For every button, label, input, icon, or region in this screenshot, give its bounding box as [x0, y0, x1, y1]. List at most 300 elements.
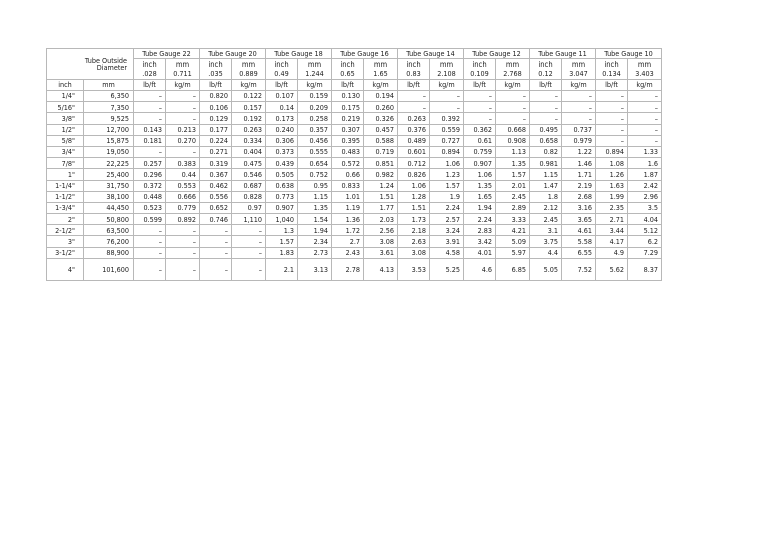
cell-kgm: 3.16 [562, 202, 596, 213]
cell-lbft: 1.01 [332, 191, 364, 202]
cell-kgm: 2.42 [628, 180, 662, 191]
cell-lbft: 0.773 [266, 191, 298, 202]
cell-lbft: – [134, 113, 166, 124]
cell-lbft: 4.17 [596, 236, 628, 247]
table-row [47, 124, 662, 135]
cell-lbft: 2.24 [464, 214, 496, 225]
cell-kgm: 0.752 [298, 169, 332, 180]
gauge-inch-cell [332, 59, 364, 80]
cell-lbft: 1.08 [596, 158, 628, 169]
cell-kgm: 0.209 [298, 102, 332, 113]
cell-lbft: 0.143 [134, 124, 166, 135]
gauge-mm-cell [430, 59, 464, 80]
lbft-unit: lb/ft [530, 80, 562, 91]
unit-row [47, 80, 662, 91]
kgm-unit: kg/m [562, 80, 596, 91]
cell-kgm: 0.892 [166, 214, 200, 225]
cell-kgm: – [628, 113, 662, 124]
row-od-inch: 1-1/2" [47, 191, 84, 202]
cell-lbft: 0.129 [200, 113, 232, 124]
row-od-inch: 3" [47, 236, 84, 247]
cell-lbft: 0.130 [332, 91, 364, 102]
cell-kgm: 2.89 [496, 202, 530, 213]
gauge-mm-cell [628, 59, 662, 80]
cell-lbft: 2.12 [530, 202, 562, 213]
cell-kgm: 0.260 [364, 102, 398, 113]
cell-lbft: 1.06 [464, 169, 496, 180]
cell-lbft: 0.746 [200, 214, 232, 225]
cell-kgm: 0.457 [364, 124, 398, 135]
cell-lbft: 0.66 [332, 169, 364, 180]
cell-lbft: 3.44 [596, 225, 628, 236]
cell-kgm: 7.29 [628, 247, 662, 258]
cell-kgm: 0.727 [430, 135, 464, 146]
cell-lbft: 0.271 [200, 146, 232, 157]
cell-lbft: 0.601 [398, 146, 430, 157]
cell-kgm: 1.35 [496, 158, 530, 169]
cell-lbft: – [134, 91, 166, 102]
cell-kgm: 0.95 [298, 180, 332, 191]
cell-lbft: – [530, 102, 562, 113]
cell-lbft: 1.63 [596, 180, 628, 191]
cell-kgm: 2.45 [496, 191, 530, 202]
cell-kgm: 2.68 [562, 191, 596, 202]
cell-lbft: – [134, 247, 166, 258]
gauge-mm-cell [364, 59, 398, 80]
cell-lbft: 0.367 [200, 169, 232, 180]
gauge-inch-unit: inch [538, 59, 553, 69]
row-od-inch: 3-1/2" [47, 247, 84, 258]
cell-kgm: – [430, 102, 464, 113]
cell-kgm: 2.24 [430, 202, 464, 213]
cell-kgm: 0.894 [430, 146, 464, 157]
cell-lbft: – [464, 91, 496, 102]
gauge-inch-cell [134, 59, 166, 80]
gauge-inch-unit: inch [472, 59, 487, 69]
gauge-inch-cell [596, 59, 628, 80]
cell-lbft: 0.523 [134, 202, 166, 213]
row-od-mm: 6,350 [84, 91, 134, 102]
cell-kgm: 3.33 [496, 214, 530, 225]
cell-kgm: – [562, 91, 596, 102]
cell-kgm: 5.97 [496, 247, 530, 258]
gauge-mm-unit: mm [571, 59, 586, 69]
cell-kgm: 3.91 [430, 236, 464, 247]
cell-kgm: – [166, 258, 200, 280]
cell-lbft: 2.83 [464, 225, 496, 236]
cell-kgm: 0.270 [166, 135, 200, 146]
row-od-inch: 7/8" [47, 158, 84, 169]
cell-lbft: 0.894 [596, 146, 628, 157]
row-od-mm: 25,400 [84, 169, 134, 180]
gauge-inch-value: .028 [142, 69, 157, 79]
cell-lbft: 1.26 [596, 169, 628, 180]
cell-lbft: 0.448 [134, 191, 166, 202]
cell-lbft: 1.36 [332, 214, 364, 225]
cell-lbft: – [134, 146, 166, 157]
cell-kgm: 0.719 [364, 146, 398, 157]
gauge-name: Tube Gauge 20 [200, 49, 266, 59]
cell-kgm: 4.58 [430, 247, 464, 258]
od-unit: inch [47, 80, 84, 91]
cell-kgm: – [562, 102, 596, 113]
cell-lbft: 2.1 [266, 258, 298, 280]
cell-kgm: 0.157 [232, 102, 266, 113]
cell-lbft: 0.14 [266, 102, 298, 113]
cell-kgm: 3.13 [298, 258, 332, 280]
gauge-mm-cell [562, 59, 596, 80]
table-row [47, 214, 662, 225]
cell-kgm: 0.97 [232, 202, 266, 213]
cell-lbft: – [464, 113, 496, 124]
row-od-mm: 22,225 [84, 158, 134, 169]
cell-lbft: 0.439 [266, 158, 298, 169]
cell-kgm: 5.12 [628, 225, 662, 236]
cell-lbft: 0.224 [200, 135, 232, 146]
cell-kgm: 4.21 [496, 225, 530, 236]
cell-kgm: 2.03 [364, 214, 398, 225]
gauge-name: Tube Gauge 18 [266, 49, 332, 59]
cell-lbft: – [200, 236, 232, 247]
row-od-mm: 9,525 [84, 113, 134, 124]
cell-kgm: 0.828 [232, 191, 266, 202]
cell-kgm: 0.654 [298, 158, 332, 169]
cell-lbft: 0.907 [266, 202, 298, 213]
gauge-name: Tube Gauge 12 [464, 49, 530, 59]
cell-kgm: – [496, 113, 530, 124]
row-od-mm: 101,600 [84, 258, 134, 280]
table-row [47, 180, 662, 191]
kgm-unit: kg/m [430, 80, 464, 91]
cell-lbft: 1,040 [266, 214, 298, 225]
gauge-thickness-row [47, 59, 662, 80]
cell-lbft: 1.8 [530, 191, 562, 202]
cell-kgm: – [232, 225, 266, 236]
table-row [47, 191, 662, 202]
cell-kgm: – [166, 91, 200, 102]
cell-kgm: – [496, 91, 530, 102]
kgm-unit: kg/m [628, 80, 662, 91]
gauge-mm-value: 0.711 [173, 69, 192, 79]
cell-lbft: 5.05 [530, 258, 562, 280]
cell-kgm: 0.192 [232, 113, 266, 124]
cell-lbft: 0.257 [134, 158, 166, 169]
cell-lbft: 0.376 [398, 124, 430, 135]
cell-kgm: 3.5 [628, 202, 662, 213]
cell-lbft: 0.981 [530, 158, 562, 169]
cell-lbft: 0.462 [200, 180, 232, 191]
cell-lbft: 3.75 [530, 236, 562, 247]
row-od-mm: 7,350 [84, 102, 134, 113]
cell-kgm: 0.357 [298, 124, 332, 135]
gauge-mm-value: 2.108 [437, 69, 456, 79]
cell-kgm: 5.25 [430, 258, 464, 280]
tube-weight-table [46, 48, 662, 281]
cell-kgm: 2.57 [430, 214, 464, 225]
cell-lbft: 2.63 [398, 236, 430, 247]
cell-kgm: 0.555 [298, 146, 332, 157]
cell-lbft: 1.15 [530, 169, 562, 180]
cell-lbft: 4.6 [464, 258, 496, 280]
cell-kgm: – [166, 146, 200, 157]
cell-kgm: – [232, 236, 266, 247]
cell-kgm: 1.54 [298, 214, 332, 225]
cell-lbft: 1.94 [464, 202, 496, 213]
row-od-mm: 50,800 [84, 214, 134, 225]
cell-kgm: 5.09 [496, 236, 530, 247]
gauge-mm-cell [496, 59, 530, 80]
cell-kgm: 1.87 [628, 169, 662, 180]
cell-kgm: 2.73 [298, 247, 332, 258]
lbft-unit: lb/ft [398, 80, 430, 91]
gauge-inch-cell [530, 59, 562, 80]
cell-kgm: 0.213 [166, 124, 200, 135]
row-od-inch: 4" [47, 258, 84, 280]
table-row [47, 258, 662, 280]
cell-kgm: – [496, 102, 530, 113]
cell-lbft: 1.73 [398, 214, 430, 225]
gauge-mm-cell [166, 59, 200, 80]
cell-kgm: 0.383 [166, 158, 200, 169]
cell-kgm: 1.57 [496, 169, 530, 180]
cell-kgm: 1.57 [430, 180, 464, 191]
row-od-mm: 88,900 [84, 247, 134, 258]
cell-kgm: 0.456 [298, 135, 332, 146]
gauge-mm-unit: mm [637, 59, 652, 69]
cell-lbft: 0.907 [464, 158, 496, 169]
cell-kgm: 0.334 [232, 135, 266, 146]
cell-lbft: – [596, 113, 628, 124]
cell-lbft: 0.489 [398, 135, 430, 146]
cell-lbft: 2.35 [596, 202, 628, 213]
cell-kgm: – [232, 258, 266, 280]
gauge-mm-unit: mm [307, 59, 322, 69]
gauge-mm-unit: mm [373, 59, 388, 69]
cell-kgm: 0.908 [496, 135, 530, 146]
cell-kgm: 0.122 [232, 91, 266, 102]
gauge-inch-value: .035 [208, 69, 223, 79]
cell-lbft: 0.658 [530, 135, 562, 146]
cell-kgm: – [628, 102, 662, 113]
cell-kgm: 1.46 [562, 158, 596, 169]
cell-lbft: 0.373 [266, 146, 298, 157]
gauge-mm-value: 1.65 [373, 69, 388, 79]
cell-lbft: 0.395 [332, 135, 364, 146]
cell-kgm: 1.15 [298, 191, 332, 202]
cell-kgm: – [628, 124, 662, 135]
cell-lbft: 1.35 [464, 180, 496, 191]
cell-lbft: 1.19 [332, 202, 364, 213]
cell-lbft: 4.4 [530, 247, 562, 258]
gauge-inch-unit: inch [208, 59, 223, 69]
cell-kgm: 1.71 [562, 169, 596, 180]
row-od-inch: 2-1/2" [47, 225, 84, 236]
cell-lbft: 4.01 [464, 247, 496, 258]
cell-kgm: 1.94 [298, 225, 332, 236]
gauge-mm-unit: mm [241, 59, 256, 69]
cell-kgm: 0.553 [166, 180, 200, 191]
cell-kgm: – [232, 247, 266, 258]
gauge-inch-unit: inch [406, 59, 421, 69]
cell-lbft: 0.107 [266, 91, 298, 102]
cell-kgm: 0.404 [232, 146, 266, 157]
table-body [47, 49, 662, 281]
cell-lbft: 0.240 [266, 124, 298, 135]
cell-kgm: 1.06 [430, 158, 464, 169]
cell-lbft: – [134, 102, 166, 113]
cell-lbft: 0.759 [464, 146, 496, 157]
row-od-mm: 12,700 [84, 124, 134, 135]
gauge-inch-value: 0.109 [470, 69, 489, 79]
gauge-mm-cell [298, 59, 332, 80]
lbft-unit: lb/ft [464, 80, 496, 91]
gauge-name: Tube Gauge 14 [398, 49, 464, 59]
cell-lbft: 1.51 [398, 202, 430, 213]
cell-lbft: 0.82 [530, 146, 562, 157]
cell-kgm: 2.19 [562, 180, 596, 191]
table-row [47, 158, 662, 169]
table-row [47, 169, 662, 180]
row-od-inch: 1" [47, 169, 84, 180]
kgm-unit: kg/m [496, 80, 530, 91]
cell-lbft: 0.483 [332, 146, 364, 157]
cell-kgm: 0.687 [232, 180, 266, 191]
table-row [47, 113, 662, 124]
cell-kgm: 7.52 [562, 258, 596, 280]
cell-lbft: – [200, 225, 232, 236]
mm-unit: mm [84, 80, 134, 91]
cell-lbft: 0.652 [200, 202, 232, 213]
gauge-mm-unit: mm [439, 59, 454, 69]
cell-kgm: 0.668 [496, 124, 530, 135]
cell-kgm: – [166, 102, 200, 113]
gauge-mm-cell [232, 59, 266, 80]
cell-kgm: 0.559 [430, 124, 464, 135]
gauge-inch-cell [464, 59, 496, 80]
cell-lbft: 2.18 [398, 225, 430, 236]
cell-lbft: – [530, 91, 562, 102]
table-row [47, 236, 662, 247]
cell-lbft: 1.83 [266, 247, 298, 258]
cell-lbft: 2.71 [596, 214, 628, 225]
cell-lbft: 0.556 [200, 191, 232, 202]
cell-lbft: – [134, 236, 166, 247]
lbft-unit: lb/ft [332, 80, 364, 91]
lbft-unit: lb/ft [266, 80, 298, 91]
cell-lbft: 2.7 [332, 236, 364, 247]
cell-kgm: 1.22 [562, 146, 596, 157]
gauge-inch-value: 0.134 [602, 69, 621, 79]
gauge-mm-value: 3.047 [569, 69, 588, 79]
kgm-unit: kg/m [166, 80, 200, 91]
cell-lbft: 0.572 [332, 158, 364, 169]
cell-kgm: – [166, 113, 200, 124]
cell-lbft: – [200, 258, 232, 280]
gauge-inch-unit: inch [340, 59, 355, 69]
cell-kgm: 0.737 [562, 124, 596, 135]
cell-kgm: 4.13 [364, 258, 398, 280]
cell-kgm: 8.37 [628, 258, 662, 280]
gauge-mm-value: 2.768 [503, 69, 522, 79]
gauge-name: Tube Gauge 11 [530, 49, 596, 59]
cell-kgm: 4.61 [562, 225, 596, 236]
cell-kgm: 0.979 [562, 135, 596, 146]
cell-kgm: 6.2 [628, 236, 662, 247]
cell-lbft: 0.826 [398, 169, 430, 180]
row-od-inch: 5/8" [47, 135, 84, 146]
cell-kgm: – [628, 91, 662, 102]
row-od-mm: 31,750 [84, 180, 134, 191]
cell-lbft: 3.53 [398, 258, 430, 280]
cell-lbft: 2.43 [332, 247, 364, 258]
cell-lbft: 1.72 [332, 225, 364, 236]
cell-lbft: – [464, 102, 496, 113]
cell-kgm: 2.96 [628, 191, 662, 202]
cell-kgm: 0.258 [298, 113, 332, 124]
gauge-mm-value: 3.403 [635, 69, 654, 79]
cell-kgm: 3.65 [562, 214, 596, 225]
cell-lbft: 0.106 [200, 102, 232, 113]
row-od-mm: 76,200 [84, 236, 134, 247]
gauge-inch-unit: inch [142, 59, 157, 69]
cell-kgm: 2.56 [364, 225, 398, 236]
gauge-inch-value: 0.65 [340, 69, 355, 79]
cell-kgm: 1.6 [628, 158, 662, 169]
cell-lbft: 2.45 [530, 214, 562, 225]
cell-kgm: 2.01 [496, 180, 530, 191]
gauge-name: Tube Gauge 10 [596, 49, 662, 59]
cell-kgm: 5.58 [562, 236, 596, 247]
table-row [47, 247, 662, 258]
cell-lbft: 0.712 [398, 158, 430, 169]
cell-kgm: 3.24 [430, 225, 464, 236]
row-od-inch: 3/8" [47, 113, 84, 124]
cell-kgm: 4.04 [628, 214, 662, 225]
corner-label [47, 49, 134, 80]
cell-kgm: 1.23 [430, 169, 464, 180]
cell-kgm: 1.77 [364, 202, 398, 213]
row-od-inch: 5/16" [47, 102, 84, 113]
cell-kgm: 1.35 [298, 202, 332, 213]
gauge-inch-cell [398, 59, 430, 80]
cell-kgm: – [166, 225, 200, 236]
lbft-unit: lb/ft [596, 80, 628, 91]
cell-lbft: 0.175 [332, 102, 364, 113]
kgm-unit: kg/m [232, 80, 266, 91]
lbft-unit: lb/ft [200, 80, 232, 91]
cell-lbft: 0.219 [332, 113, 364, 124]
cell-lbft: 1.57 [266, 236, 298, 247]
corner-label-line2: Diameter [96, 63, 127, 72]
cell-kgm: 0.44 [166, 169, 200, 180]
table-row [47, 135, 662, 146]
gauge-mm-unit: mm [175, 59, 190, 69]
row-od-mm: 38,100 [84, 191, 134, 202]
corner-label-line1: Tube Outside [84, 55, 127, 65]
cell-lbft: 0.638 [266, 180, 298, 191]
cell-kgm: – [166, 236, 200, 247]
cell-kgm: 1.33 [628, 146, 662, 157]
cell-lbft: 0.820 [200, 91, 232, 102]
cell-kgm: 0.982 [364, 169, 398, 180]
cell-lbft: 0.61 [464, 135, 496, 146]
cell-lbft: 0.362 [464, 124, 496, 135]
row-od-mm: 15,875 [84, 135, 134, 146]
cell-lbft: 0.372 [134, 180, 166, 191]
cell-lbft: 1.28 [398, 191, 430, 202]
cell-kgm: 0.392 [430, 113, 464, 124]
cell-lbft: 0.495 [530, 124, 562, 135]
